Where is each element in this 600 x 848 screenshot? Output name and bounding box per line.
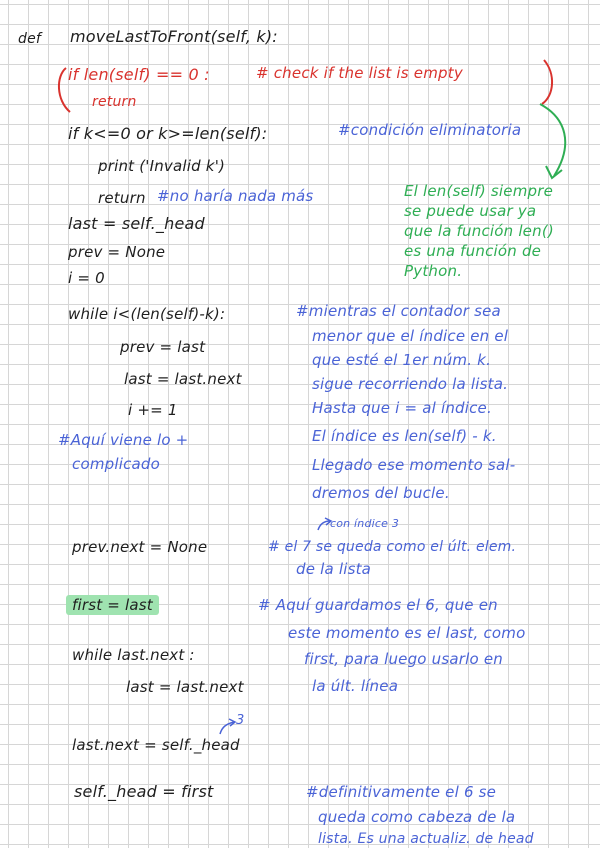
prev-equals-last: prev = last: [120, 338, 206, 356]
green-note-line: Python.: [404, 262, 463, 280]
prev-next-comment: # el 7 se queda como el últ. elem.: [268, 539, 517, 555]
red-return: return: [92, 94, 137, 110]
comment-line: #mientras el contador sea: [296, 302, 501, 320]
print-statement: print ('Invalid k'): [98, 157, 226, 175]
comment-line: Llegado ese momento sal-: [312, 456, 516, 474]
comment-line: Hasta que i = al índice.: [312, 399, 492, 417]
comment-line: lista. Es una actualiz. de head: [318, 831, 534, 847]
comment-line: que esté el 1er núm. k.: [312, 351, 492, 369]
red-if-statement: if len(self) == 0 :: [68, 65, 210, 84]
green-arrow-icon: [540, 104, 565, 176]
green-note-line: se puede usar ya: [404, 202, 537, 220]
while-loop-1: while i<(len(self)-k):: [68, 305, 226, 323]
return-statement: return: [98, 189, 146, 207]
prev-assign: prev = None: [68, 243, 166, 261]
last-equals-last-next: last = last.next: [124, 370, 242, 388]
comment-line: # Aquí guardamos el 6, que en: [258, 596, 498, 614]
comment-line: la últ. línea: [312, 677, 399, 695]
last-assign: last = self._head: [68, 214, 205, 233]
comment-line: sigue recorriendo la lista.: [312, 375, 509, 393]
green-note-line: es una función de: [404, 242, 542, 260]
comment-line: dremos del bucle.: [312, 484, 450, 502]
self-head-first: self._head = first: [74, 782, 214, 801]
last-equals-last-next-2: last = last.next: [126, 678, 244, 696]
index-arrow-icon: [318, 521, 330, 530]
green-note-line: que la función len(): [404, 222, 554, 240]
while-loop-2: while last.next :: [72, 646, 195, 664]
index-note: con índice 3: [330, 517, 400, 530]
prev-next-none: prev.next = None: [72, 538, 208, 556]
three-mark: 3: [236, 713, 245, 728]
comment-line: menor que el índice en el: [312, 327, 509, 345]
if-comment: #condición eliminatoria: [338, 121, 522, 139]
last-next-head: last.next = self._head: [72, 736, 240, 754]
if-condition: if k<=0 or k>=len(self):: [68, 124, 268, 143]
green-note-line: El len(self) siempre: [404, 182, 554, 200]
function-signature: moveLastToFront(self, k):: [70, 27, 278, 46]
prev-next-comment: de la lista: [296, 560, 372, 578]
i-assign: i = 0: [68, 269, 105, 287]
comment-line: first, para luego usarlo en: [304, 650, 503, 668]
def-keyword: def: [18, 31, 42, 47]
red-comment: # check if the list is empty: [256, 64, 463, 82]
i-increment: i += 1: [128, 401, 178, 419]
aqui-note-line: #Aquí viene lo +: [58, 431, 189, 449]
comment-line: queda como cabeza de la: [318, 808, 516, 826]
comment-line: #definitivamente el 6 se: [306, 783, 497, 801]
comment-line: El índice es len(self) - k.: [312, 427, 497, 445]
first-equals-last: [66, 596, 159, 614]
comment-line: este momento es el last, como: [288, 624, 526, 642]
return-comment: #no haría nada más: [157, 187, 314, 205]
red-bracket-right: [542, 60, 552, 104]
aqui-note-line: complicado: [72, 455, 161, 473]
first-equals-last-highlight: first = last: [66, 595, 159, 615]
three-arrow-icon: [220, 722, 234, 734]
